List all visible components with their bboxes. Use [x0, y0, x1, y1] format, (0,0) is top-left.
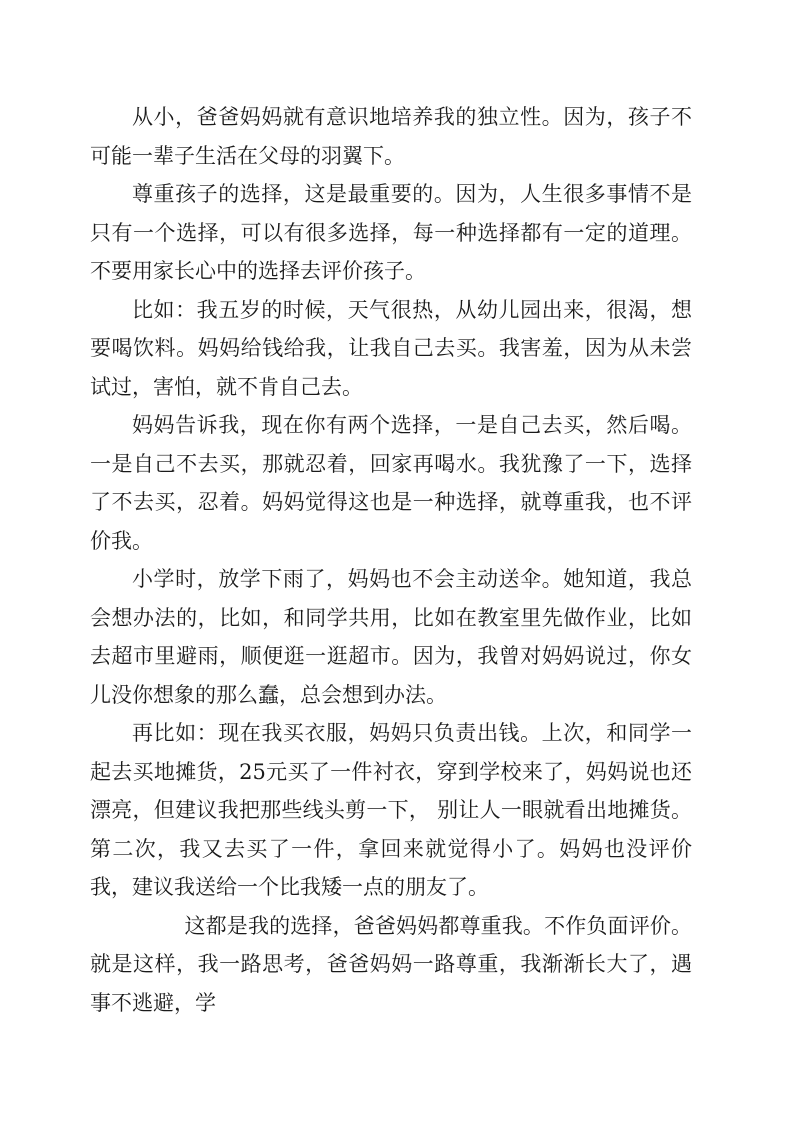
paragraph-clothes-example: 再比如：现在我买衣服，妈妈只负责出钱。上次，和同学一起去买地摊货，25元买了一件衬衣，穿到学校来了，妈妈说也还漂亮，但建议我把那些线头剪一下， 别让人一眼就看出地摊货。第二次，我又去买了一件，拿回来就觉得小了。妈妈也没评价我，建议我送给一个比我矮一点的朋友了。	[90, 721, 692, 899]
paragraph-independence: 从小，爸爸妈妈就有意识地培养我的独立性。因为，孩子不可能一辈子生活在父母的羽翼下。	[90, 105, 692, 168]
paragraph-conclusion: 这都是我的选择，爸爸妈妈都尊重我。不作负面评价。就是这样，我一路思考，爸爸妈妈一路尊重，我渐渐长大了，遇事不逃避，学	[90, 913, 692, 1015]
paragraph-rain-example: 小学时，放学下雨了，妈妈也不会主动送伞。她知道，我总会想办法的，比如，和同学共用，比如在教室里先做作业，比如去超市里避雨，顺便逛一逛超市。因为，我曾对妈妈说过，你女儿没你想象的那么蠢，总会想到办法。	[90, 567, 692, 707]
document-body	[90, 98, 692, 1022]
paragraph-age-five-example: 比如：我五岁的时候，天气很热，从幼儿园出来，很渴，想要喝饮料。妈妈给钱给我，让我自己去买。我害羞，因为从未尝试过，害怕，就不肯自己去。	[90, 297, 692, 399]
paragraph-respect-choice: 尊重孩子的选择，这是最重要的。因为，人生很多事情不是只有一个选择，可以有很多选择，每一种选择都有一定的道理。不要用家长心中的选择去评价孩子。	[90, 182, 692, 283]
paragraph-two-choices: 妈妈告诉我，现在你有两个选择，一是自己去买，然后喝。一是自己不去买，那就忍着，回家再喝水。我犹豫了一下，选择了不去买，忍着。妈妈觉得这也是一种选择，就尊重我，也不评价我。	[90, 413, 692, 553]
